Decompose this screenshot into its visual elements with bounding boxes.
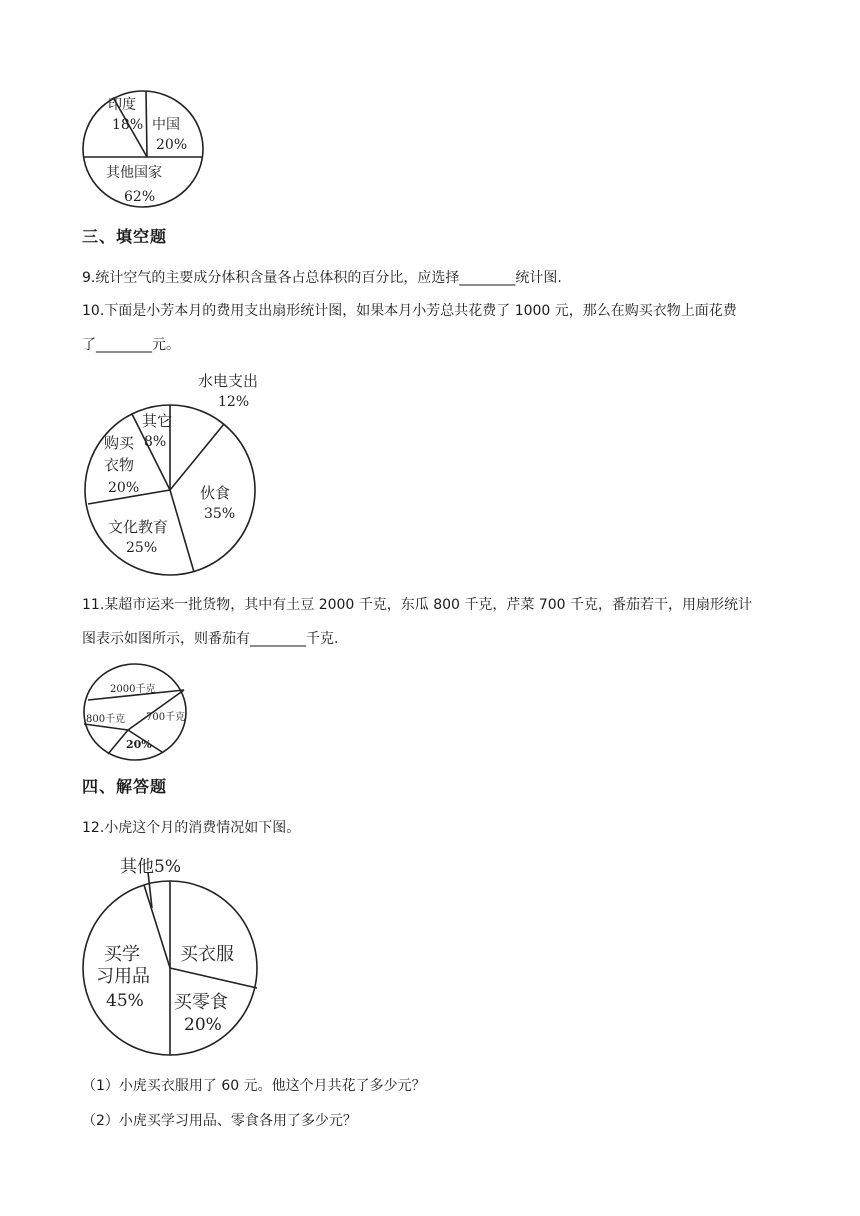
slice-label-education: 文化教育	[108, 518, 169, 536]
question-12-sub1: （1）小虎买衣服用了 60 元。他这个月共花了多少元？	[82, 1078, 426, 1094]
slice-label-utilities: 水电支出	[198, 372, 259, 390]
section-heading-answer: 四、解答题	[82, 777, 168, 796]
question-10-line2: 了________元。	[82, 337, 180, 353]
slice-value-food: 35%	[204, 506, 236, 522]
pie-chart-expenses	[80, 362, 280, 580]
question-10-line1: 10.下面是小芳本月的费用支出扇形统计图，如果本月小芳总共花费了 1000 元，那么在购买衣物上面花费	[82, 303, 737, 319]
slice-value-india: 18%	[112, 117, 144, 133]
slice-label-other: 其他5%	[120, 857, 181, 877]
slice-label-melon: 800千克	[86, 714, 126, 725]
slice-label-study-1: 买学	[104, 944, 140, 965]
slice-value-education: 25%	[126, 540, 158, 556]
pie-chart-vegetables	[80, 660, 192, 766]
slice-label-study-2: 习用品	[96, 966, 150, 987]
slice-label-other: 其它	[142, 412, 173, 430]
question-9: 9.统计空气的主要成分体积含量各占总体积的百分比，应选择________统计图.	[82, 270, 562, 286]
slice-value-clothing: 20%	[108, 480, 140, 496]
slice-label-potato: 2000千克	[110, 684, 156, 695]
slice-value-other: 8%	[144, 434, 167, 450]
slice-label-clothing-1: 购买	[104, 434, 135, 452]
question-12: 12.小虎这个月的消费情况如下图。	[82, 820, 301, 836]
slice-value-other: 62%	[124, 189, 156, 205]
section-heading-fill-blank: 三、填空题	[82, 227, 168, 246]
question-11-line1: 11.某超市运来一批货物，其中有土豆 2000 千克，东瓜 800 千克，芹菜 700 千克，番茄若干，用扇形统计	[82, 597, 753, 613]
slice-label-celery: 700千克	[146, 712, 186, 723]
question-11-line2: 图表示如图所示，则番茄有________千克.	[82, 631, 339, 647]
slice-value-study: 45%	[106, 991, 144, 1011]
pie-chart-spending	[80, 848, 270, 1060]
slice-label-other: 其他国家	[106, 165, 162, 181]
slice-label-food: 伙食	[200, 484, 231, 502]
slice-value-utilities: 12%	[218, 394, 250, 410]
question-12-sub2: （2）小虎买学习用品、零食各用了多少元？	[82, 1113, 357, 1129]
slice-value-snacks: 20%	[184, 1015, 222, 1035]
slice-label-india: 印度	[108, 97, 136, 113]
slice-label-tomato: 20%	[126, 738, 152, 751]
pie-chart-countries	[80, 85, 210, 210]
slice-label-china: 中国	[152, 117, 180, 133]
pie-divider	[146, 91, 147, 157]
slice-label-snacks: 买零食	[174, 992, 228, 1013]
slice-label-clothing-2: 衣物	[104, 456, 135, 474]
slice-label-clothes: 买衣服	[180, 944, 234, 965]
slice-value-china: 20%	[156, 137, 188, 153]
